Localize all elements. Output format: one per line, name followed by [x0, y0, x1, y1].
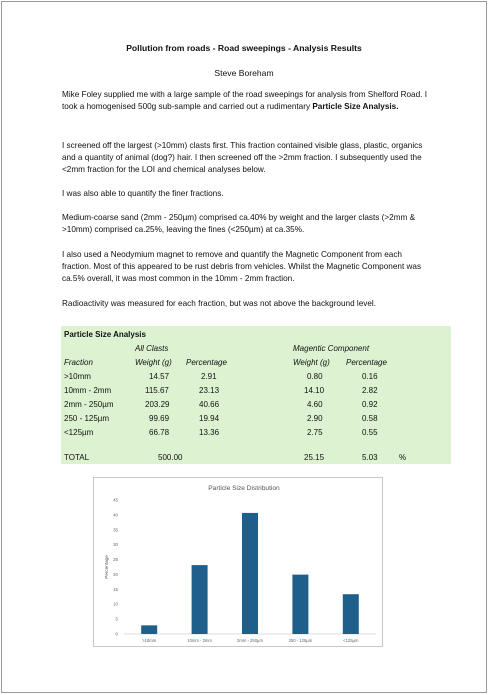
x-tick-label: <125µm — [343, 638, 359, 643]
row-mag-weight: 0.80 — [307, 372, 323, 381]
y-tick-label: 5 — [115, 616, 118, 622]
row-percentage: 23.13 — [199, 386, 220, 395]
row-mag-weight: 2.75 — [307, 428, 323, 437]
row-mag-percentage: 2.82 — [362, 386, 378, 395]
total-mag-weight: 25.15 — [304, 453, 325, 462]
x-tick-label: >10mm — [142, 638, 157, 643]
chart-bar — [192, 565, 208, 634]
row-mag-weight: 2.90 — [307, 414, 323, 423]
y-tick-label: 35 — [113, 527, 118, 533]
column-header-weight: Weight (g) — [135, 358, 172, 367]
row-fraction: 250 - 125µm — [64, 414, 110, 423]
row-weight: 115.67 — [145, 386, 169, 395]
row-fraction: <125µm — [64, 428, 94, 437]
row-weight: 99.69 — [149, 414, 170, 423]
row-weight: 66.78 — [149, 428, 170, 437]
chart-title: Particle Size Distribution — [208, 485, 280, 492]
total-unit: % — [399, 453, 407, 462]
row-mag-weight: 4.60 — [307, 400, 323, 409]
paragraph-finer: I was also able to quantify the finer fractions. — [62, 189, 224, 198]
document-title: Pollution from roads - Road sweepings - Analysis Results — [126, 43, 362, 53]
y-tick-label: 40 — [113, 512, 118, 518]
y-tick-label: 25 — [113, 557, 118, 563]
row-mag-percentage: 0.58 — [362, 414, 378, 423]
x-tick-label: 2mm - 250µm — [237, 638, 263, 643]
document-author: Steve Boreham — [214, 68, 274, 78]
paragraph-screening: I screened off the largest (>10mm) clasts first. This fraction contained visible glass, plastic, organics and a quantity of animal (dog?) hair. I then screened off the >2mm fraction. I subsequently used the <2mm fraction for the LOI and chemical analyses below. — [62, 141, 423, 174]
column-header-mag-percentage: Percentage — [346, 358, 387, 367]
chart-bar — [242, 513, 258, 634]
particle-size-table — [61, 326, 451, 464]
chart-bar — [141, 625, 157, 634]
chart-bar — [292, 575, 308, 634]
row-weight: 203.29 — [145, 400, 170, 409]
x-tick-label: 250 - 125µm — [288, 638, 313, 643]
y-tick-label: 45 — [113, 497, 118, 503]
particle-size-chart — [93, 477, 383, 647]
paragraph-magnetic: I also used a Neodymium magnet to remove and quantify the Magnetic Component from each fraction. Most of this appeared to be rust debris from vehicles. Whilst the Magnetic Component was ca.5% overall, it was most common in the 10mm - 2mm fraction. — [62, 250, 422, 283]
column-header-fraction: Fraction — [64, 358, 93, 367]
paragraph-intro — [62, 89, 432, 113]
row-weight: 14.57 — [149, 372, 170, 381]
row-percentage: 40.66 — [199, 400, 220, 409]
group-header-all-clasts: All Clasts — [135, 344, 169, 353]
y-tick-label: 20 — [113, 571, 118, 577]
chart-bar — [343, 594, 359, 634]
row-fraction: >10mm — [64, 372, 91, 381]
total-mag-percentage: 5.03 — [362, 453, 378, 462]
y-tick-label: 0 — [115, 631, 118, 637]
document-page — [1, 1, 487, 693]
chart-canvas — [94, 478, 382, 646]
row-mag-percentage: 0.16 — [362, 372, 378, 381]
paragraph-radioactivity: Radioactivity was measured for each fraction, but was not above the background level. — [62, 299, 377, 308]
column-header-mag-weight: Weight (g) — [293, 358, 330, 367]
row-percentage: 2.91 — [201, 372, 217, 381]
table-heading: Particle Size Analysis — [64, 330, 146, 339]
y-tick-label: 10 — [113, 601, 118, 607]
row-fraction: 10mm - 2mm — [64, 386, 112, 395]
total-weight: 500.00 — [158, 453, 183, 462]
paragraph-intro-text: Mike Foley supplied me with a large sample of the road sweepings for analysis from Shelford Road. I took a homogenised 500g sub-sample and carried out a rudimentary — [62, 90, 427, 111]
row-percentage: 13.36 — [199, 428, 220, 437]
column-header-percentage: Percentage — [186, 358, 227, 367]
row-mag-percentage: 0.55 — [362, 428, 378, 437]
paragraph-sand: Medium-coarse sand (2mm - 250µm) comprised ca.40% by weight and the larger clasts (>2mm & >10mm) comprised ca.25%, leaving the fines (<250µm) at ca.35%. — [62, 213, 416, 234]
chart-y-axis-label: Percentage — [104, 555, 109, 579]
group-header-magnetic: Magentic Component — [293, 344, 370, 353]
y-tick-label: 15 — [113, 586, 118, 592]
x-tick-label: 10mm - 2mm — [187, 638, 212, 643]
total-label: TOTAL — [64, 453, 90, 462]
y-tick-label: 30 — [113, 542, 118, 548]
row-fraction: 2mm - 250µm — [64, 400, 114, 409]
paragraph-intro-bold: Particle Size Analysis. — [312, 102, 399, 111]
row-mag-percentage: 0.92 — [362, 400, 378, 409]
row-mag-weight: 14.10 — [304, 386, 325, 395]
row-percentage: 19.94 — [199, 414, 220, 423]
